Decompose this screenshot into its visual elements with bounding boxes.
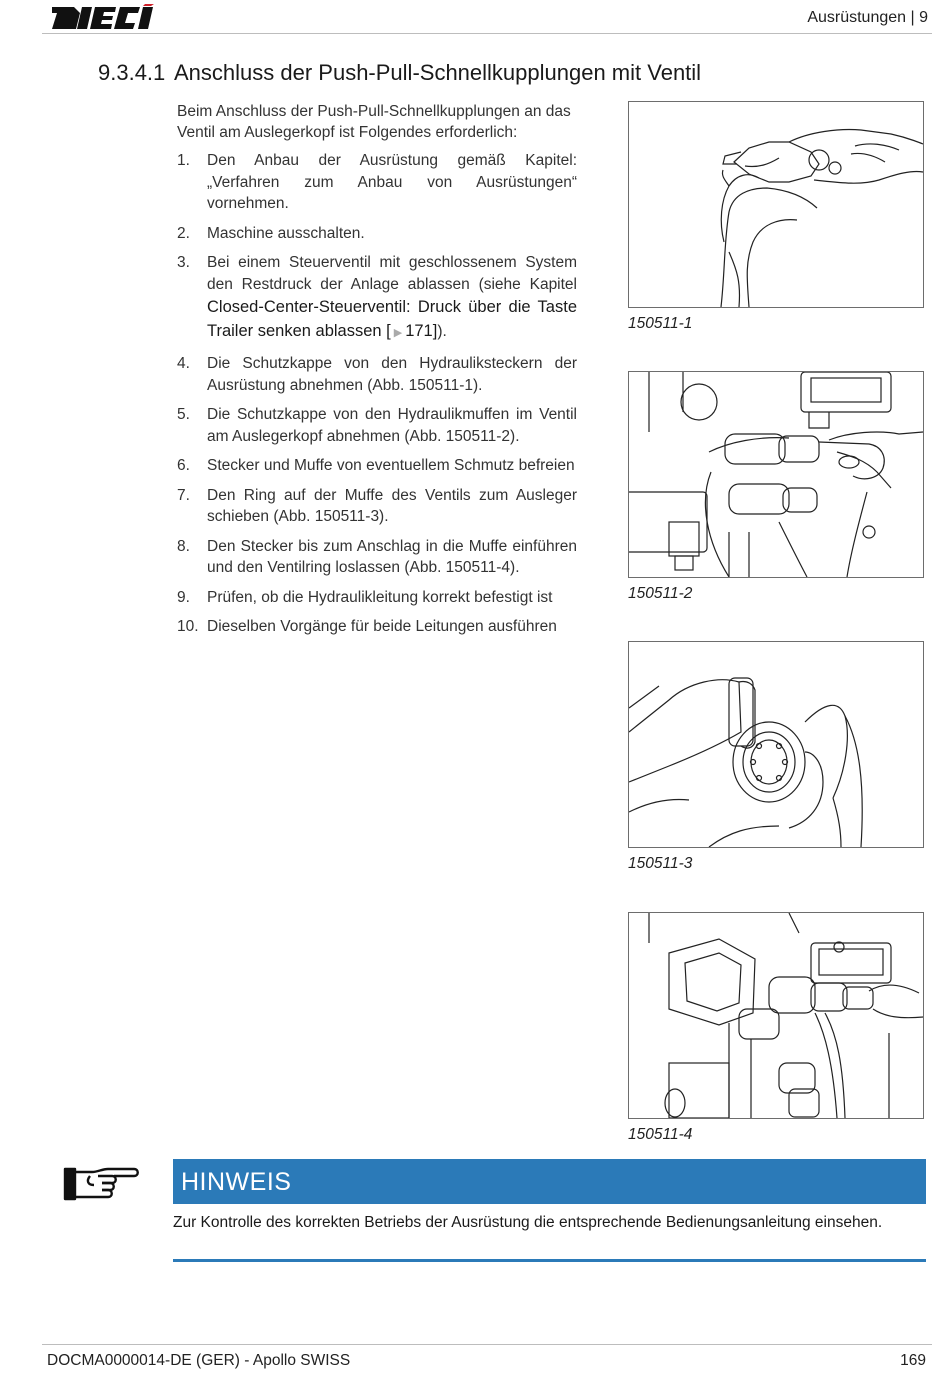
dieci-logo <box>48 4 160 32</box>
list-item: 3. Bei einem Steuerventil mit geschlossenem System den Restdruck der Anlage ablassen (siehe Kapitel Closed-Center-Steuerventil: Druck über die Taste Trailer senken ablassen [ ▶ 171]). <box>177 252 577 345</box>
list-item: 6. Stecker und Muffe von eventuellem Schmutz befreien <box>177 457 575 474</box>
figure-150511-3 <box>628 641 924 848</box>
section-number: 9.3.4.1 <box>98 60 166 85</box>
section-title: Anschluss der Push-Pull-Schnellkupplungen mit Ventil <box>174 60 702 85</box>
list-item: 4. Die Schutzkappe von den Hydrauliksteckern der Ausrüstung abnehmen (Abb. 150511-1). <box>177 355 577 394</box>
chapter-reference-link[interactable]: Closed-Center-Steuerventil: Druck über die Taste Trailer senken ablassen [ ▶ 171] <box>207 298 577 340</box>
figure-caption: 150511-3 <box>628 855 693 872</box>
page-header <box>42 0 932 34</box>
figure-150511-4 <box>628 912 924 1119</box>
header-section: Ausrüstungen | 9 <box>807 9 928 26</box>
play-arrow-icon: ▶ <box>393 327 403 339</box>
figure-caption: 150511-1 <box>628 315 693 332</box>
intro-paragraph: Beim Anschluss der Push-Pull-Schnellkupplungen an das Ventil am Auslegerkopf ist Folgendes erforderlich: <box>177 103 571 141</box>
list-item: 10. Dieselben Vorgänge für beide Leitungen ausführen <box>177 618 557 635</box>
list-item: 2. Maschine ausschalten. <box>177 224 365 242</box>
figure-150511-1 <box>628 101 924 308</box>
header-divider <box>42 33 932 34</box>
sliding-ring-illustration <box>629 642 923 847</box>
footer-divider <box>42 1344 932 1345</box>
list-item: 5. Die Schutzkappe von den Hydraulikmuffen im Ventil am Auslegerkopf abnehmen (Abb. 150511-2). <box>177 406 577 445</box>
inserting-plug-illustration <box>629 913 923 1118</box>
footer-document-id: DOCMA0000014-DE (GER) - Apollo SWISS <box>47 1352 351 1369</box>
section-heading <box>98 60 701 86</box>
figure-caption: 150511-4 <box>628 1126 693 1143</box>
page-number: 169 <box>900 1352 926 1369</box>
figure-150511-2 <box>628 371 924 578</box>
list-item: 8. Den Stecker bis zum Anschlag in die Muffe einführen und den Ventilring loslassen (Abb. 150511-4). <box>177 537 577 576</box>
list-item: 9. Prüfen, ob die Hydraulikleitung korrekt befestigt ist <box>177 588 553 606</box>
notice-banner <box>173 1159 926 1204</box>
notice-text: Zur Kontrolle des korrekten Betriebs der Ausrüstung die entsprechende Bedienungsanleitung einsehen. <box>173 1214 883 1231</box>
step-list <box>177 150 577 646</box>
notice-title: HINWEIS <box>181 1168 292 1196</box>
figure-caption: 150511-2 <box>628 585 693 602</box>
notice-divider <box>173 1259 926 1262</box>
list-item: 7. Den Ring auf der Muffe des Ventils zum Ausleger schieben (Abb. 150511-3). <box>177 486 577 525</box>
hands-removing-cap-illustration <box>629 102 923 307</box>
valve-caps-illustration <box>629 372 923 577</box>
list-item: 1. Den Anbau der Ausrüstung gemäß Kapitel: „Verfahren zum Anbau von Ausrüstungen“ vornehmen. <box>177 152 577 212</box>
pointing-hand-icon <box>62 1163 142 1203</box>
